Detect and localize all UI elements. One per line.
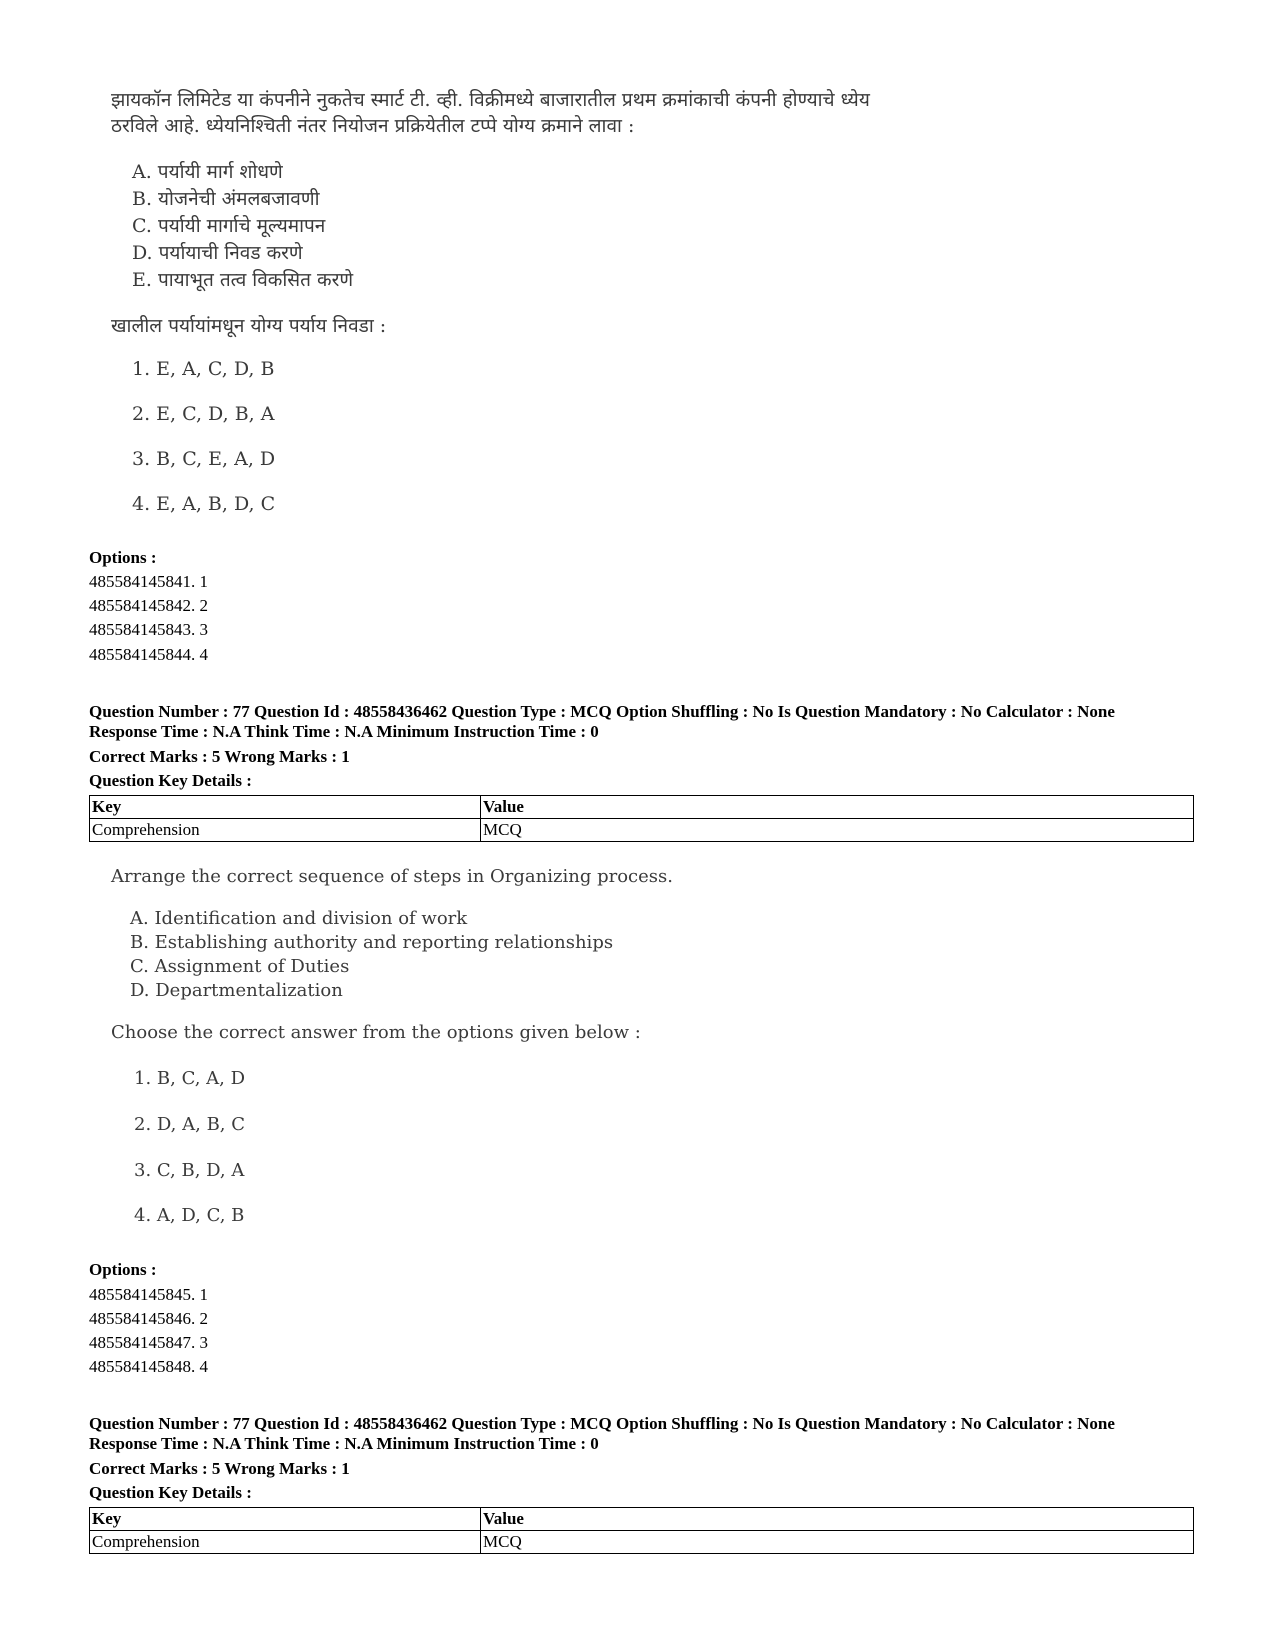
question-key-table: [89, 1507, 1194, 1554]
table-row: [90, 819, 1194, 842]
table-header-key: Key: [90, 1508, 481, 1531]
question-77-image: [111, 862, 671, 1232]
table-row: [90, 1531, 1194, 1554]
question-76-intro-line-2: ठरविले आहे. ध्येयनिश्चिती नंतर नियोजन प्रक्रियेतील टप्पे योग्य क्रमाने लावा :: [111, 115, 635, 137]
table-header-row: [90, 796, 1194, 819]
question-header-line-2: Response Time : N.A Think Time : N.A Minimum Instruction Time : 0: [89, 1434, 599, 1453]
table-header-key: Key: [90, 796, 481, 819]
question-76-choice-3: 3. B, C, E, A, D: [132, 448, 276, 470]
option-item: 485584145848. 4: [89, 1357, 208, 1376]
question-76-image: [111, 82, 1011, 522]
question-header-line-1: Question Number : 77 Question Id : 48558436462 Question Type : MCQ Option Shuffling : No Is Question Mandatory : No Calculator : None: [89, 702, 1115, 721]
table-cell-key: Comprehension: [90, 1531, 481, 1554]
question-76-choice-4: 4. E, A, B, D, C: [132, 493, 276, 515]
question-76-step-a: A. पर्यायी मार्ग शोधणे: [132, 161, 283, 183]
question-key-details-label: Question Key Details :: [89, 771, 252, 790]
question-76-choice-2: 2. E, C, D, B, A: [132, 403, 275, 425]
question-77-choice-1: 1. B, C, A, D: [134, 1068, 246, 1089]
question-marks: Correct Marks : 5 Wrong Marks : 1: [89, 1459, 350, 1478]
table-cell-value: MCQ: [481, 819, 1194, 842]
table-header-value: Value: [481, 796, 1194, 819]
options-label: Options :: [89, 1260, 157, 1279]
question-76-step-c: C. पर्यायी मार्गाचे मूल्यमापन: [132, 215, 326, 237]
question-76-choice-1: 1. E, A, C, D, B: [132, 358, 275, 380]
question-77-choice-3: 3. C, B, D, A: [134, 1160, 245, 1181]
option-item: 485584145842. 2: [89, 596, 208, 615]
question-77-step-d: D. Departmentalization: [130, 980, 343, 1001]
question-76-intro-line-1: झायकॉन लिमिटेड या कंपनीने नुकतेच स्मार्ट टी. व्ही. विक्रीमध्ये बाजारातील प्रथम क्रमांकाची कंपनी होण्याचे ध्येय: [111, 89, 870, 111]
option-item: 485584145843. 3: [89, 620, 208, 639]
question-77-step-a: A. Identification and division of work: [130, 908, 468, 929]
option-item: 485584145845. 1: [89, 1285, 208, 1304]
question-76-step-e: E. पायाभूत तत्व विकसित करणे: [132, 269, 354, 291]
question-77-step-c: C. Assignment of Duties: [130, 956, 350, 977]
question-76-step-b: B. योजनेची अंमलबजावणी: [132, 188, 320, 210]
question-77-prompt: Choose the correct answer from the options given below :: [111, 1022, 641, 1043]
option-item: 485584145847. 3: [89, 1333, 208, 1352]
question-76-prompt: खालील पर्यायांमधून योग्य पर्याय निवडा :: [111, 315, 387, 337]
question-key-details-label: Question Key Details :: [89, 1483, 252, 1502]
question-key-table: [89, 795, 1194, 842]
table-header-row: [90, 1508, 1194, 1531]
table-cell-value: MCQ: [481, 1531, 1194, 1554]
question-header-line-1: Question Number : 77 Question Id : 48558436462 Question Type : MCQ Option Shuffling : No Is Question Mandatory : No Calculator : None: [89, 1414, 1115, 1433]
question-76-step-d: D. पर्यायाची निवड करणे: [132, 242, 303, 264]
option-item: 485584145844. 4: [89, 645, 208, 664]
question-header-line-2: Response Time : N.A Think Time : N.A Minimum Instruction Time : 0: [89, 722, 599, 741]
question-77-choice-2: 2. D, A, B, C: [134, 1114, 246, 1135]
table-cell-key: Comprehension: [90, 819, 481, 842]
options-label: Options :: [89, 548, 157, 567]
question-77-step-b: B. Establishing authority and reporting relationships: [130, 932, 614, 953]
question-77-intro: Arrange the correct sequence of steps in Organizing process.: [111, 866, 673, 887]
option-item: 485584145846. 2: [89, 1309, 208, 1328]
table-header-value: Value: [481, 1508, 1194, 1531]
option-item: 485584145841. 1: [89, 572, 208, 591]
question-marks: Correct Marks : 5 Wrong Marks : 1: [89, 747, 350, 766]
question-77-choice-4: 4. A, D, C, B: [134, 1205, 245, 1226]
